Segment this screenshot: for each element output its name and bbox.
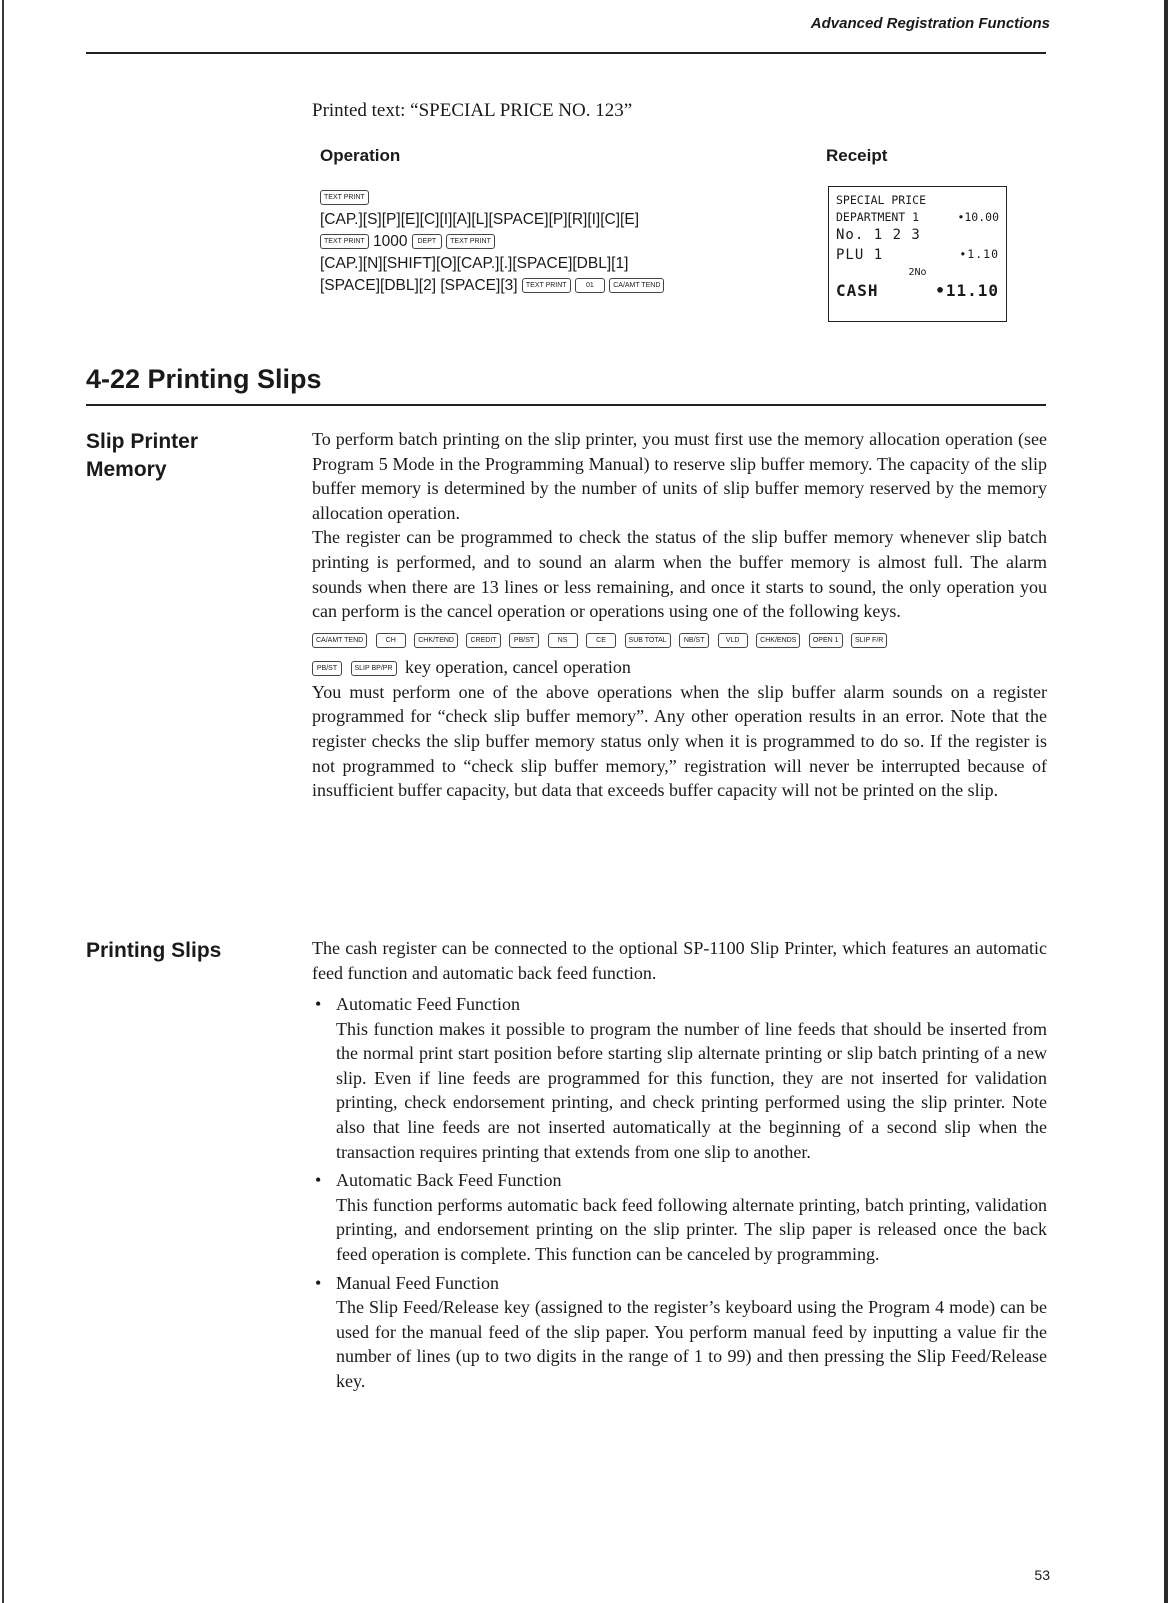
header-rule [86, 52, 1046, 54]
plu-01-key: 01 [575, 278, 605, 293]
slip-memory-paragraph-2: The register can be programmed to check the status of the slip buffer memory whenever slip batch printing is performed, and to sound an alarm when the buffer memory is almost full. The alarm sounds when there are 13 lines or less remaining, and once it starts to sound, the only operation you can perform is the cancel operation or operations using one of the following keys. [312, 527, 1047, 622]
key-operation-text: key operation, cancel operation [405, 656, 631, 677]
slip-memory-paragraph-1: To perform batch printing on the slip printer, you must first use the memory allocation operation (see Program 5 Mode in the Programming Manual) to reserve slip buffer memory. The capacity of the slip buffer memory is determined by the number of units of slip buffer memory reserved by the memory allocation operation. [312, 429, 1047, 523]
allowed-keys-row-2 [312, 654, 1047, 680]
op-line-4 [320, 275, 700, 297]
text-print-key: TEXT PRINT [446, 234, 495, 249]
feature-list [312, 988, 1047, 1394]
section-rule [86, 404, 1046, 406]
receipt-line-plu [836, 247, 999, 267]
feature-title-manual-feed: • Manual Feed Function [312, 1271, 1047, 1296]
printed-text-caption: Printed text: “SPECIAL PRICE NO. 123” [312, 100, 633, 121]
op-line-1: [CAP.][S][P][E][C][I][A][L][SPACE][P][R][I][C][E] [320, 211, 639, 228]
running-header: Advanced Registration Functions [810, 15, 1050, 32]
receipt-plu-label: PLU 1 [836, 247, 884, 263]
allowed-keys-row [312, 626, 1047, 652]
key-ca-amt-tend: CA/AMT TEND [312, 633, 367, 648]
slip-memory-paragraph-3: You must perform one of the above operations when the slip buffer alarm sounds on a register programmed for “check slip buffer memory”. Any other operation results in an error. Note that the register checks the slip buffer memory status only when it is programmed to do so. If the register is not programmed to “check slip buffer memory,” registration will never be interrupted because of insufficient buffer capacity, but data that exceeds buffer capacity will not be printed on the slip. [312, 681, 1047, 801]
scan-edge-left [2, 0, 4, 1603]
feature-item [312, 1271, 1047, 1394]
op-line-2 [320, 231, 700, 253]
op-line-0 [320, 187, 700, 209]
receipt-line-cash [836, 281, 999, 303]
feature-body-auto-feed: This function makes it possible to program the number of line feeds that should be inserted from the normal print start position before starting slip alternate printing or slip batch printing of a new slip. Even if line feeds are programmed for this function, they are not inserted for validation printing, check endorsement printing, and check printing performed using the slip printer. Note also that line feeds are not inserted automatically at the beginning of a second slip when the transaction requires printing that extends from one slip to another. [336, 1018, 1047, 1162]
key-nb-st: NB/ST [679, 633, 709, 648]
operation-sequence [320, 187, 700, 297]
op-line-4-text: [SPACE][DBL][2] [SPACE][3] [320, 277, 518, 294]
feature-body-back-feed: This function performs automatic back feed following alternate printing, batch printing, validation printing, and endorsement printing on the slip printer. The slip paper is released once the back feed operation is complete. This function can be canceled by programming. [336, 1194, 1047, 1264]
key-credit: CREDIT [466, 633, 500, 648]
receipt-image [828, 186, 1007, 322]
operation-heading: Operation [320, 146, 401, 165]
key-slip-fr: SLIP F/R [851, 633, 887, 648]
feature-title-back-feed: • Automatic Back Feed Function [312, 1168, 1047, 1193]
key-ce: CE [586, 633, 616, 648]
receipt-qty: 2No [908, 267, 927, 278]
receipt-plu-value: •1.10 [959, 247, 999, 261]
ca-amt-tend-key: CA/AMT TEND [609, 278, 664, 293]
scan-edge-right [1164, 0, 1168, 1603]
dept-key: DEPT [412, 234, 442, 249]
receipt-heading: Receipt [826, 146, 888, 165]
key-ns: NS [548, 633, 578, 648]
op-amount: 1000 [373, 233, 408, 250]
printing-slips-intro: The cash register can be connected to the optional SP-1100 Slip Printer, which features an automatic feed function and automatic back feed function. [312, 938, 1047, 983]
slip-memory-heading [86, 428, 198, 484]
key-vld: VLD [718, 633, 748, 648]
feature-item [312, 992, 1047, 1164]
receipt-dept-label: DEPARTMENT 1 [836, 210, 920, 224]
receipt-line-special-price: SPECIAL PRICE [836, 193, 927, 207]
key-pb-st: PB/ST [509, 633, 539, 648]
key-pb-st-2: PB/ST [312, 661, 342, 676]
receipt-line-number: No. 1 2 3 [836, 227, 921, 243]
key-sub-total: SUB TOTAL [625, 633, 671, 648]
printing-slips-heading: Printing Slips [86, 939, 222, 962]
key-open-1: OPEN 1 [809, 633, 843, 648]
key-slip-bp-pr: SLIP BP/PR [351, 661, 397, 676]
slip-memory-heading-line2: Memory [86, 458, 167, 481]
key-ch: CH [376, 633, 406, 648]
key-chk-ends: CHK/ENDS [756, 633, 800, 648]
text-print-key: TEXT PRINT [522, 278, 571, 293]
text-print-key: TEXT PRINT [320, 234, 369, 249]
feature-body-manual-feed: The Slip Feed/Release key (assigned to the register’s keyboard using the Program 4 mode) can be used for the manual feed of the slip paper. You perform manual feed by inputting a value fir the number of lines (up to two digits in the range of 1 to 99) and then pressing the Slip Feed/Release key. [336, 1297, 1047, 1391]
section-title: 4-22 Printing Slips [86, 364, 322, 394]
page-number: 53 [1034, 1567, 1050, 1583]
receipt-line-department [836, 210, 999, 227]
feature-item [312, 1168, 1047, 1266]
slip-memory-body [312, 427, 1047, 803]
feature-title-auto-feed: • Automatic Feed Function [312, 992, 1047, 1017]
receipt-cash-value: •11.10 [935, 281, 999, 300]
receipt-cash-label: CASH [836, 281, 879, 300]
key-chk-tend: CHK/TEND [414, 633, 458, 648]
slip-memory-heading-line1: Slip Printer [86, 430, 199, 453]
receipt-dept-value: •10.00 [957, 210, 999, 224]
text-print-key: TEXT PRINT [320, 190, 369, 205]
op-line-3: [CAP.][N][SHIFT][O][CAP.][.][SPACE][DBL][1] [320, 255, 629, 272]
